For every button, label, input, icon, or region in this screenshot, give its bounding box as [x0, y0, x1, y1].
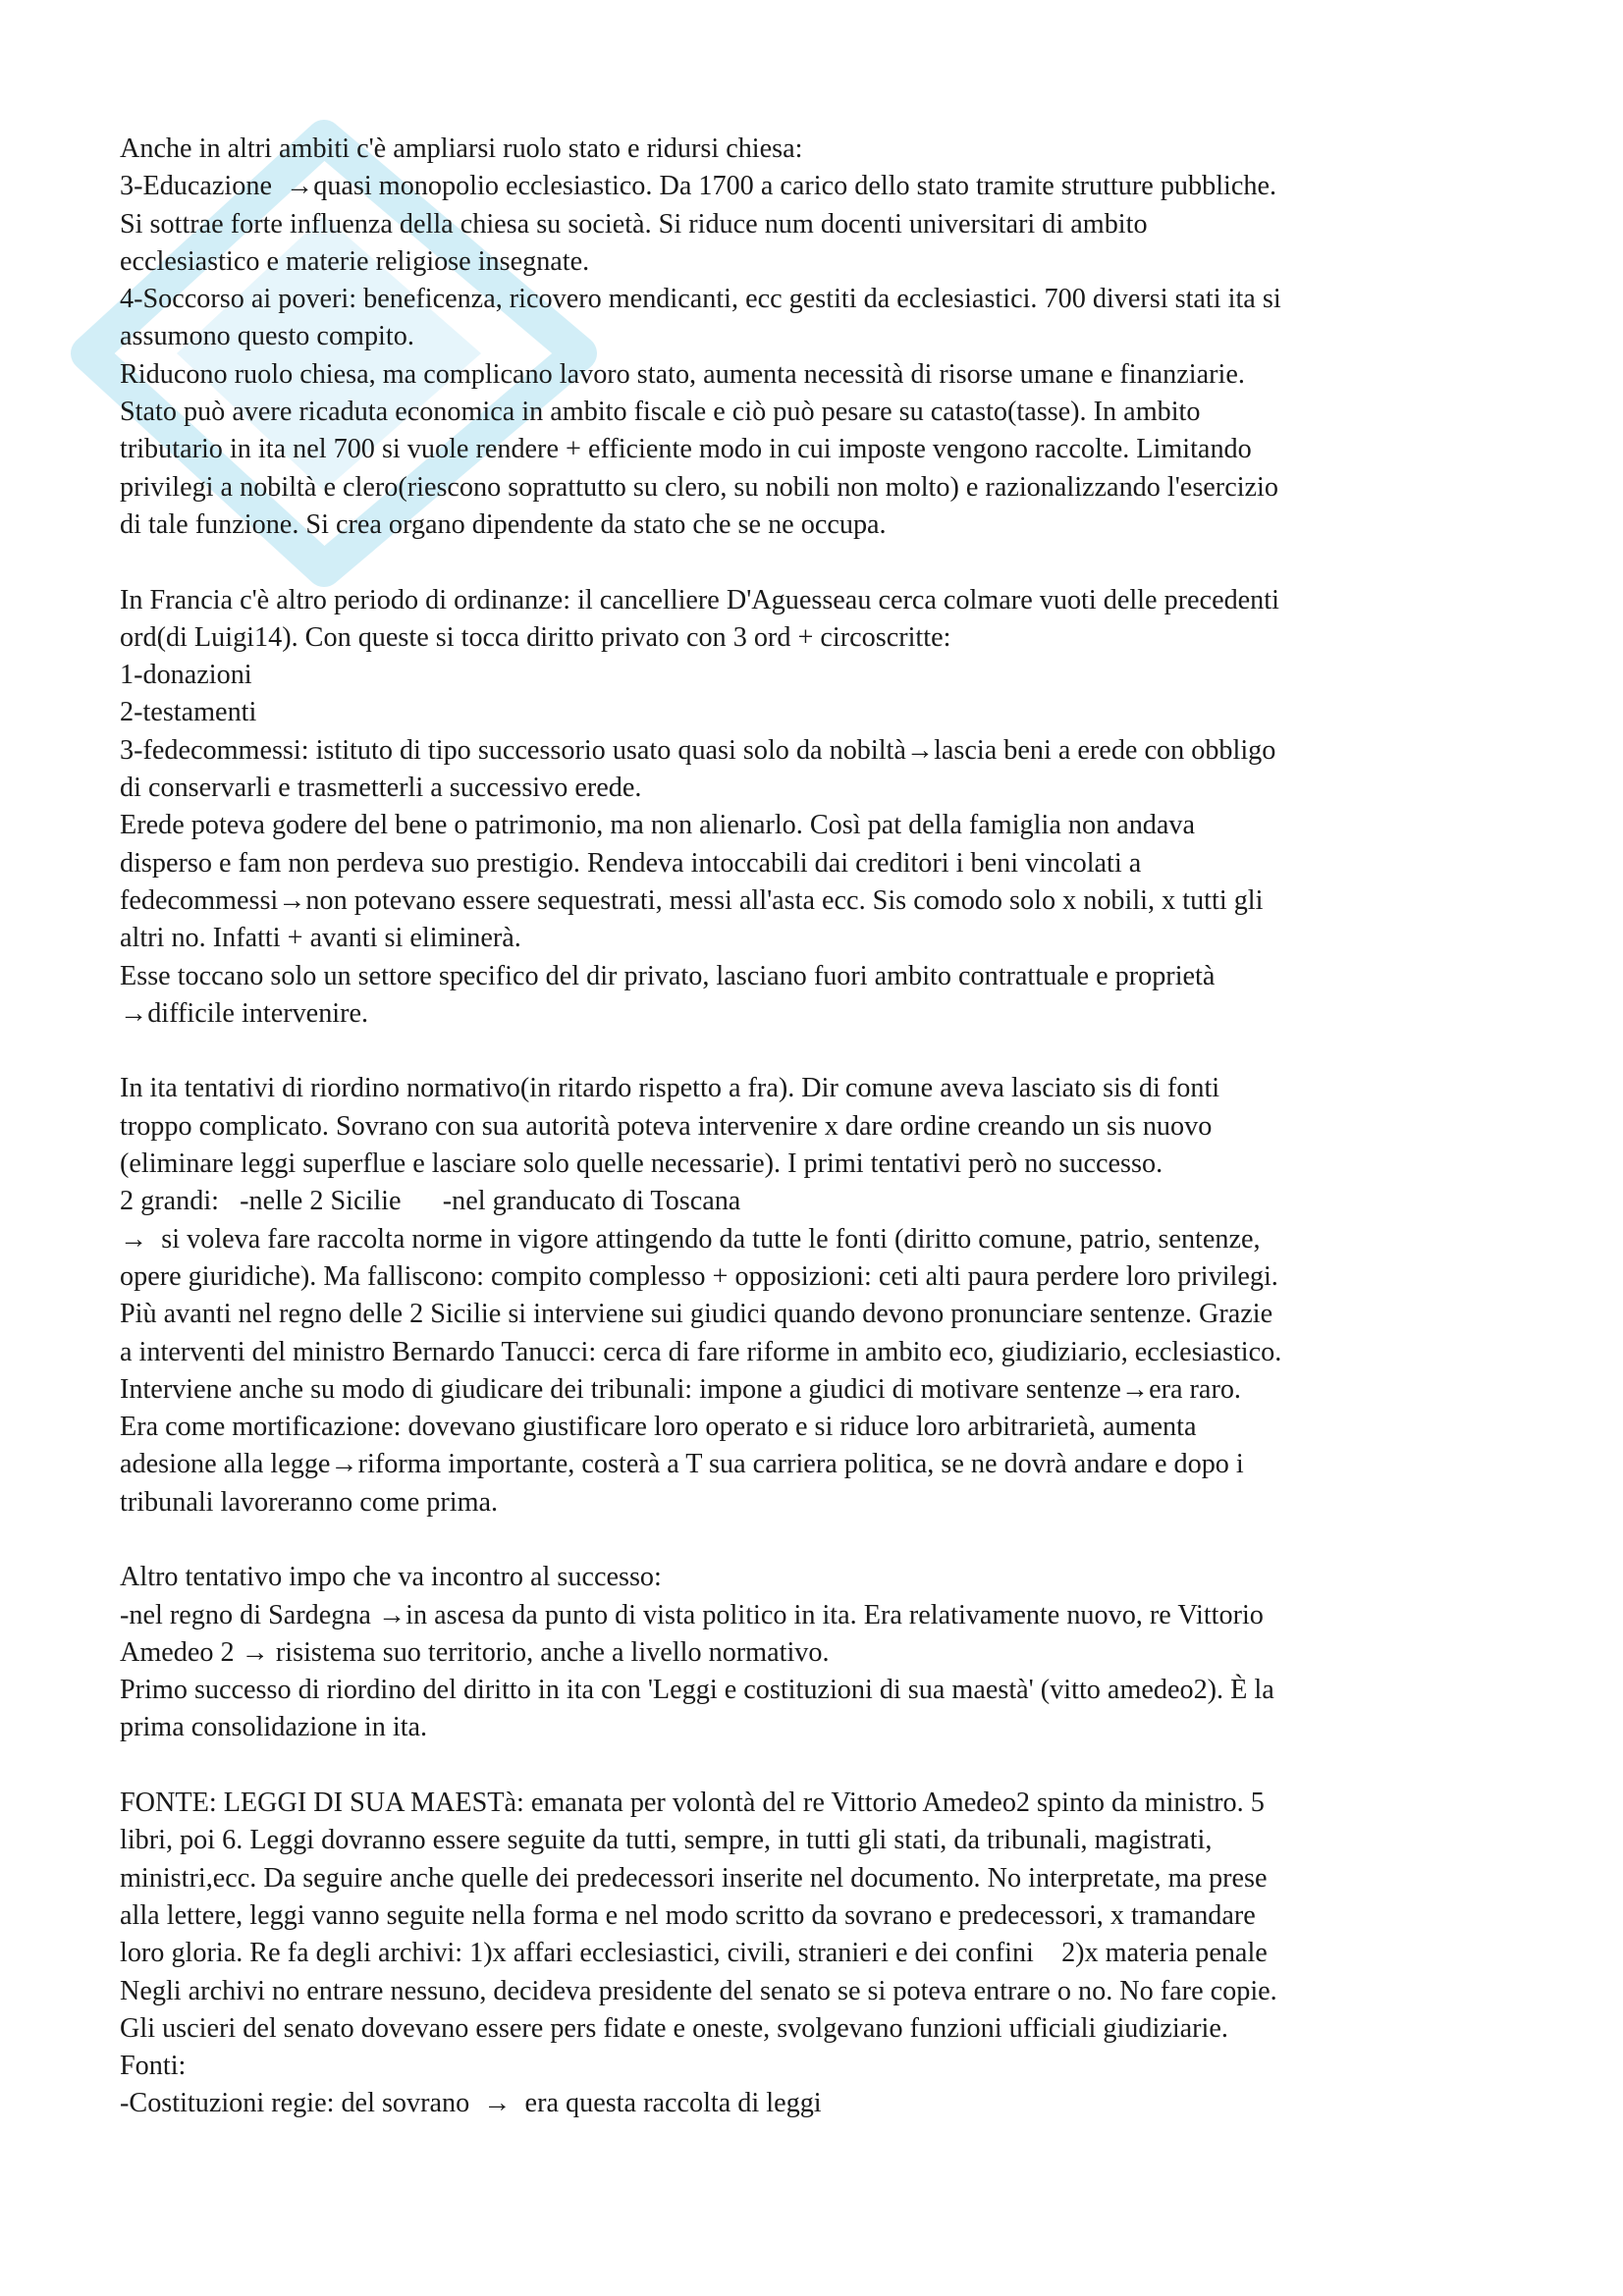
text-line: Esse toccano solo un settore specifico del dir privato, lasciano fuori ambito contrattuale e proprietà [120, 960, 1216, 991]
text-line: disperso e fam non perdeva suo prestigio. Rendeva intoccabili dai creditori i beni vincolati a [120, 847, 1142, 879]
text-line: di tale funzione. Si crea organo dipendente da stato che se ne occupa. [120, 508, 887, 540]
text-line: Riducono ruolo chiesa, ma complicano lavoro stato, aumenta necessità di risorse umane e finanziarie. [120, 358, 1245, 390]
text-line: troppo complicato. Sovrano con sua autorità poteva intervenire x dare ordine creando un sis nuovo [120, 1110, 1213, 1142]
text-line: 2-testamenti [120, 697, 257, 728]
text-line: 3-Educazione →quasi monopolio ecclesiastico. Da 1700 a carico dello stato tramite strutture pubbliche. [120, 171, 1277, 202]
text-line: Stato può avere ricaduta economica in ambito fiscale e ciò può pesare su catasto(tasse). In ambito [120, 397, 1201, 428]
text-line: Altro tentativo impo che va incontro al successo: [120, 1562, 662, 1593]
text-line: 3-fedecommessi: istituto di tipo successorio usato quasi solo da nobiltà→lascia beni a erede con obbligo [120, 734, 1276, 766]
paragraph-gap [120, 1522, 1514, 1559]
text-line: In ita tentativi di riordino normativo(in ritardo rispetto a fra). Dir comune aveva lasciato sis di fonti [120, 1073, 1220, 1104]
text-line: di conservarli e trasmetterli a successivo erede. [120, 773, 642, 804]
text-line: Anche in altri ambiti c'è ampliarsi ruolo stato e ridursi chiesa: [120, 133, 803, 164]
text-line: privilegi a nobiltà e clero(riescono soprattutto su clero, su nobili non molto) e razionalizzando l'esercizio [120, 471, 1278, 503]
text-line: ecclesiastico e materie religiose insegnate. [120, 245, 590, 277]
text-line: Era come mortificazione: dovevano giustificare loro operato e si riduce loro arbitrarietà, aumenta [120, 1412, 1197, 1443]
text-line: Negli archivi no entrare nessuno, decideva presidente del senato se si poteva entrare o no. No fare copie. [120, 1975, 1277, 2006]
text-line: altri no. Infatti + avanti si eliminerà. [120, 923, 521, 954]
text-line: loro gloria. Re fa degli archivi: 1)x affari ecclesiastici, civili, stranieri e dei confini 2)x materia penale [120, 1938, 1268, 1969]
paragraph-gap [120, 544, 1514, 581]
text-line: Amedeo 2 → risistema suo territorio, anche a livello normativo. [120, 1636, 830, 1668]
text-line: prima consolidazione in ita. [120, 1712, 428, 1743]
text-line: In Francia c'è altro periodo di ordinanze: il cancelliere D'Aguesseau cerca colmare vuoti delle precedenti [120, 584, 1279, 615]
text-line: Si sottrae forte influenza della chiesa su società. Si riduce num docenti universitari di ambito [120, 208, 1148, 240]
text-line: Più avanti nel regno delle 2 Sicilie si interviene sui giudici quando devono pronunciare sentenze. Grazie [120, 1299, 1273, 1330]
text-line: 1-donazioni [120, 660, 252, 691]
text-line: assumono questo compito. [120, 321, 414, 352]
paragraph-gap [120, 1033, 1514, 1070]
text-line: Fonti: [120, 2051, 187, 2082]
text-line: adesione alla legge→riforma importante, costerà a T sua carriera politica, se ne dovrà andare e dopo i [120, 1449, 1244, 1480]
text-line: a interventi del ministro Bernardo Tanucci: cerca di fare riforme in ambito eco, giudiziario, ecclesiastico. [120, 1336, 1282, 1367]
text-line: 2 grandi: -nelle 2 Sicilie -nel granducato di Toscana [120, 1186, 741, 1217]
text-line: Interviene anche su modo di giudicare dei tribunali: impone a giudici di motivare sentenze→era raro. [120, 1373, 1241, 1405]
text-line: (eliminare leggi superflue e lasciare solo quelle necessarie). I primi tentativi però no successo. [120, 1148, 1163, 1180]
text-line: Gli uscieri del senato dovevano essere pers fidate e oneste, svolgevano funzioni ufficiali giudiziarie. [120, 2012, 1228, 2044]
text-line: fedecommessi→non potevano essere sequestrati, messi all'asta ecc. Sis comodo solo x nobili, x tutti gli [120, 884, 1264, 916]
paragraph-gap [120, 1747, 1514, 1785]
text-line: opere giuridiche). Ma falliscono: compito complesso + opposizioni: ceti alti paura perdere loro privilegi. [120, 1260, 1278, 1292]
document-body [120, 131, 1514, 2123]
text-line: FONTE: LEGGI DI SUA MAESTà: emanata per volontà del re Vittorio Amedeo2 spinto da ministro. 5 [120, 1788, 1265, 1819]
text-line: libri, poi 6. Leggi dovranno essere seguite da tutti, sempre, in tutti gli stati, da tribunali, magistrati, [120, 1825, 1213, 1856]
text-line: 4-Soccorso ai poveri: beneficenza, ricovero mendicanti, ecc gestiti da ecclesiastici. 700 diversi stati ita si [120, 284, 1281, 315]
text-line: ministri,ecc. Da seguire anche quelle dei predecessori inserite nel documento. No interpretate, ma prese [120, 1862, 1268, 1894]
text-line: -Costituzioni regie: del sovrano → era questa raccolta di leggi [120, 2088, 822, 2119]
text-line: → si voleva fare raccolta norme in vigore attingendo da tutte le fonti (diritto comune, patrio, sentenze, [120, 1223, 1261, 1255]
text-line: alla lettere, leggi vanno seguite nella forma e nel modo scritto da sovrano e predecessori, x tramandare [120, 1899, 1256, 1931]
text-line: Erede poteva godere del bene o patrimonio, ma non alienarlo. Così pat della famiglia non andava [120, 810, 1196, 841]
text-line: tributario in ita nel 700 si vuole rendere + efficiente modo in cui imposte vengono raccolte. Limitando [120, 434, 1252, 465]
text-line: ord(di Luigi14). Con queste si tocca diritto privato con 3 ord + circoscritte: [120, 621, 951, 653]
text-line: Primo successo di riordino del diritto in ita con 'Leggi e costituzioni di sua maestà' (vitto amedeo2). È la [120, 1675, 1274, 1706]
text-line: tribunali lavoreranno come prima. [120, 1486, 499, 1518]
text-line: -nel regno di Sardegna →in ascesa da punto di vista politico in ita. Era relativamente nuovo, re Vittorio [120, 1599, 1264, 1630]
text-line: →difficile intervenire. [120, 997, 369, 1029]
